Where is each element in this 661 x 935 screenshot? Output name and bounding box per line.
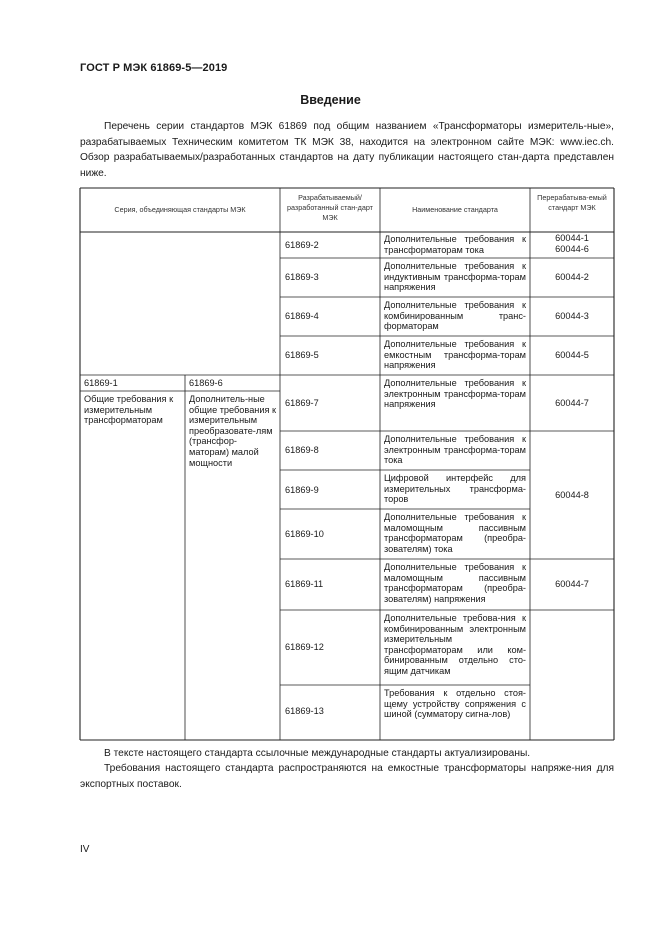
row-code: 61869-9 xyxy=(285,485,319,495)
row-name: Дополнительные требования к маломощным пассивным трансформаторам (преобра-зователям) тока xyxy=(384,512,526,554)
note-paragraph-1: В тексте настоящего стандарта ссылочные международные стандарты актуализированы. xyxy=(104,748,531,759)
row-name: Дополнительные требования к емкостным трансформа-торам напряжения xyxy=(384,339,526,371)
reworked-standard: 60044-7 xyxy=(555,579,589,589)
header-developed: Разрабатываемый/ разработанный стан-дарт МЭК xyxy=(287,193,373,222)
row-code: 61869-4 xyxy=(285,311,319,321)
row-name: Дополнительные требования к индуктивным трансформа-торам напряжения xyxy=(384,261,526,293)
reworked-standard: 60044-2 xyxy=(555,272,589,282)
reworked-standard: 60044-7 xyxy=(555,398,589,408)
reworked-standard: 60044-5 xyxy=(555,350,589,360)
header-reworked: Перерабатыва-емый стандарт МЭК xyxy=(537,193,607,212)
row-code: 61869-5 xyxy=(285,350,319,360)
row-code: 61869-8 xyxy=(285,445,319,455)
header-name: Наименование стандарта xyxy=(412,205,498,214)
row-name: Требования к отдельно стоя-щему устройству сопряжения с шиной (сумматору сигна-лов) xyxy=(384,688,526,720)
note-paragraph-2: Требования настоящего стандарта распространяются на емкостные трансформаторы напряже-ния для экспортных поставок. xyxy=(80,763,614,790)
series-name-lowpower: Дополнитель-ные общие требования к измерительным преобразовате-лям (трансфор-маторам) малой мощности xyxy=(189,394,277,468)
section-title: Введение xyxy=(300,93,361,107)
reworked-standard: 60044-1 xyxy=(555,233,589,243)
series-code-61869-1: 61869-1 xyxy=(84,378,118,388)
row-name: Дополнительные требования к маломощным пассивным трансформаторам (преобра-зователям) напряжения xyxy=(384,562,526,604)
row-name: Дополнительные требования к комбинированным транс-форматорам xyxy=(384,300,526,332)
row-name: Дополнительные требования к электронным трансформа-торам тока xyxy=(384,434,526,466)
series-code-61869-6: 61869-6 xyxy=(189,378,223,388)
row-code: 61869-11 xyxy=(285,579,324,589)
row-name: Дополнительные требова-ния к комбинированным электронным измерительным трансформаторам или ком-бинированным отдельно сто-ящим датчикам xyxy=(384,613,526,676)
intro-paragraph: Перечень серии стандартов МЭК 61869 под общим названием «Трансформаторы измеритель-ные», разрабатываемых Техническим комитетом ТК МЭК 38, находится на электронном сайте МЭК: www.iec.ch. Обзор разрабатываемых/разработанных стандартов на дату публикации настоящего стан-дарта представлен ниже. xyxy=(80,121,614,179)
row-name: Цифровой интерфейс для измерительных трансформа-торов xyxy=(384,473,526,505)
page-number: IV xyxy=(80,844,90,855)
row-code: 61869-2 xyxy=(285,240,319,250)
row-code: 61869-3 xyxy=(285,272,319,282)
series-name-general: Общие требования к измерительным трансформаторам xyxy=(84,394,174,426)
row-name: Дополнительные требования к трансформаторам тока xyxy=(384,234,526,255)
document-header: ГОСТ Р МЭК 61869-5—2019 xyxy=(80,62,228,74)
row-name: Дополнительные требования к электронным трансформа-торам напряжения xyxy=(384,378,526,410)
row-code: 61869-10 xyxy=(285,529,324,539)
header-series: Серия, объединяющая стандарты МЭК xyxy=(114,205,246,214)
reworked-standard: 60044-6 xyxy=(555,244,589,254)
reworked-standard: 60044-3 xyxy=(555,311,589,321)
reworked-standard: 60044-8 xyxy=(555,490,589,500)
row-code: 61869-13 xyxy=(285,706,324,716)
row-code: 61869-7 xyxy=(285,398,319,408)
row-code: 61869-12 xyxy=(285,642,324,652)
